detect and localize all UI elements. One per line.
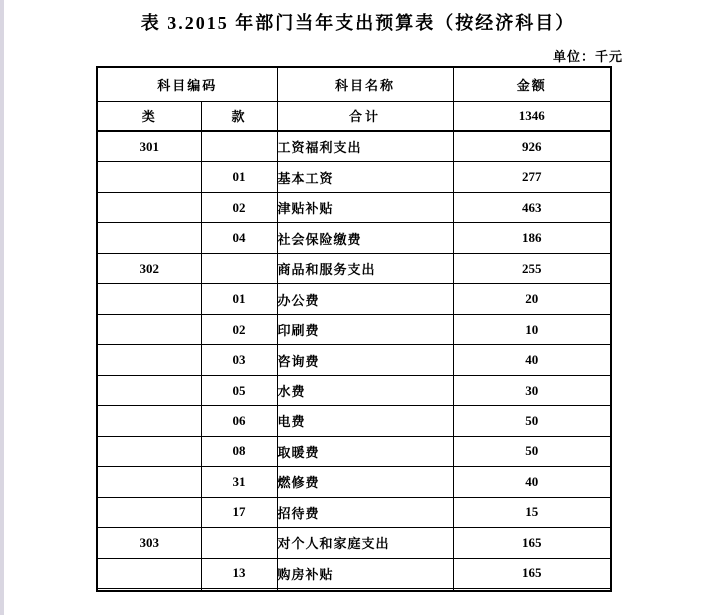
cell-amount: 30	[453, 375, 611, 405]
cell-class-code	[97, 345, 201, 375]
table-row	[97, 375, 611, 405]
total-row-label: 合计	[277, 101, 453, 130]
cell-class-code	[97, 467, 201, 497]
col-header-subject-code: 科目编码	[97, 67, 277, 101]
cell-amount: 20	[453, 284, 611, 314]
page-title: 表 3.2015 年部门当年支出预算表（按经济科目）	[140, 13, 576, 33]
cell-amount: 186	[453, 223, 611, 253]
cell-section-code	[201, 589, 277, 591]
cell-section-code: 01	[201, 284, 277, 314]
cell-class-code	[97, 223, 201, 253]
cell-subject-name	[277, 589, 453, 591]
cell-subject-name: 社会保险缴费	[277, 223, 453, 253]
cell-class-code	[97, 436, 201, 466]
cell-section-code: 01	[201, 162, 277, 192]
cell-class-code: 302	[97, 253, 201, 283]
cell-subject-name: 取暖费	[277, 436, 453, 466]
unit-label: 单位：千元	[552, 49, 623, 64]
cell-subject-name: 购房补贴	[277, 558, 453, 588]
cell-amount: 277	[453, 162, 611, 192]
cell-section-code	[201, 132, 277, 162]
cell-subject-name: 电费	[277, 406, 453, 436]
table-row	[97, 558, 611, 588]
cell-section-code: 31	[201, 467, 277, 497]
cell-amount: 50	[453, 406, 611, 436]
cell-section-code	[201, 528, 277, 558]
table-row	[97, 192, 611, 222]
total-row-value: 1346	[453, 101, 611, 130]
cell-amount: 926	[453, 132, 611, 162]
table-row	[97, 345, 611, 375]
cell-subject-name: 咨询费	[277, 345, 453, 375]
cell-amount: 10	[453, 314, 611, 344]
budget-table	[96, 66, 612, 592]
cell-class-code	[97, 497, 201, 527]
cell-section-code: 06	[201, 406, 277, 436]
cell-subject-name: 津贴补贴	[277, 192, 453, 222]
table-row	[97, 406, 611, 436]
cell-section-code: 04	[201, 223, 277, 253]
cell-class-code	[97, 162, 201, 192]
cell-amount: 40	[453, 345, 611, 375]
col-subheader-class: 类	[97, 101, 201, 130]
table-body	[97, 130, 611, 591]
cell-class-code	[97, 314, 201, 344]
cell-subject-name: 印刷费	[277, 314, 453, 344]
cell-class-code: 301	[97, 132, 201, 162]
cell-section-code: 13	[201, 558, 277, 588]
cell-subject-name: 水费	[277, 375, 453, 405]
cell-subject-name: 招待费	[277, 497, 453, 527]
cell-amount: 40	[453, 467, 611, 497]
table-row	[97, 314, 611, 344]
col-header-subject-name: 科目名称	[277, 67, 453, 101]
cell-subject-name: 办公费	[277, 284, 453, 314]
cell-class-code	[97, 558, 201, 588]
table-row	[97, 284, 611, 314]
cell-class-code	[97, 589, 201, 591]
table-row	[97, 132, 611, 162]
table-row	[97, 436, 611, 466]
cell-subject-name: 工资福利支出	[277, 132, 453, 162]
table-row	[97, 253, 611, 283]
cell-amount: 50	[453, 436, 611, 466]
cell-subject-name: 对个人和家庭支出	[277, 528, 453, 558]
cell-amount: 165	[453, 558, 611, 588]
cell-class-code	[97, 284, 201, 314]
cell-section-code: 03	[201, 345, 277, 375]
cell-section-code: 08	[201, 436, 277, 466]
table-row	[97, 528, 611, 558]
cell-section-code: 17	[201, 497, 277, 527]
cell-amount: 15	[453, 497, 611, 527]
cell-amount: 165	[453, 528, 611, 558]
cell-subject-name: 商品和服务支出	[277, 253, 453, 283]
cell-subject-name: 基本工资	[277, 162, 453, 192]
col-header-amount: 金额	[453, 67, 611, 101]
cell-amount: 255	[453, 253, 611, 283]
cell-amount	[453, 589, 611, 591]
table-row	[97, 467, 611, 497]
cell-class-code: 303	[97, 528, 201, 558]
cell-section-code	[201, 253, 277, 283]
cell-section-code: 05	[201, 375, 277, 405]
cell-class-code	[97, 375, 201, 405]
cell-subject-name: 燃修费	[277, 467, 453, 497]
cell-section-code: 02	[201, 314, 277, 344]
table-row	[97, 223, 611, 253]
table-header-row	[97, 67, 611, 101]
table-row	[97, 589, 611, 591]
table-row	[97, 162, 611, 192]
cell-amount: 463	[453, 192, 611, 222]
cell-section-code: 02	[201, 192, 277, 222]
col-subheader-section: 款	[201, 101, 277, 130]
table-subheader-row	[97, 101, 611, 130]
page-edge-strip	[0, 0, 4, 615]
table-row	[97, 497, 611, 527]
cell-class-code	[97, 406, 201, 436]
cell-class-code	[97, 192, 201, 222]
